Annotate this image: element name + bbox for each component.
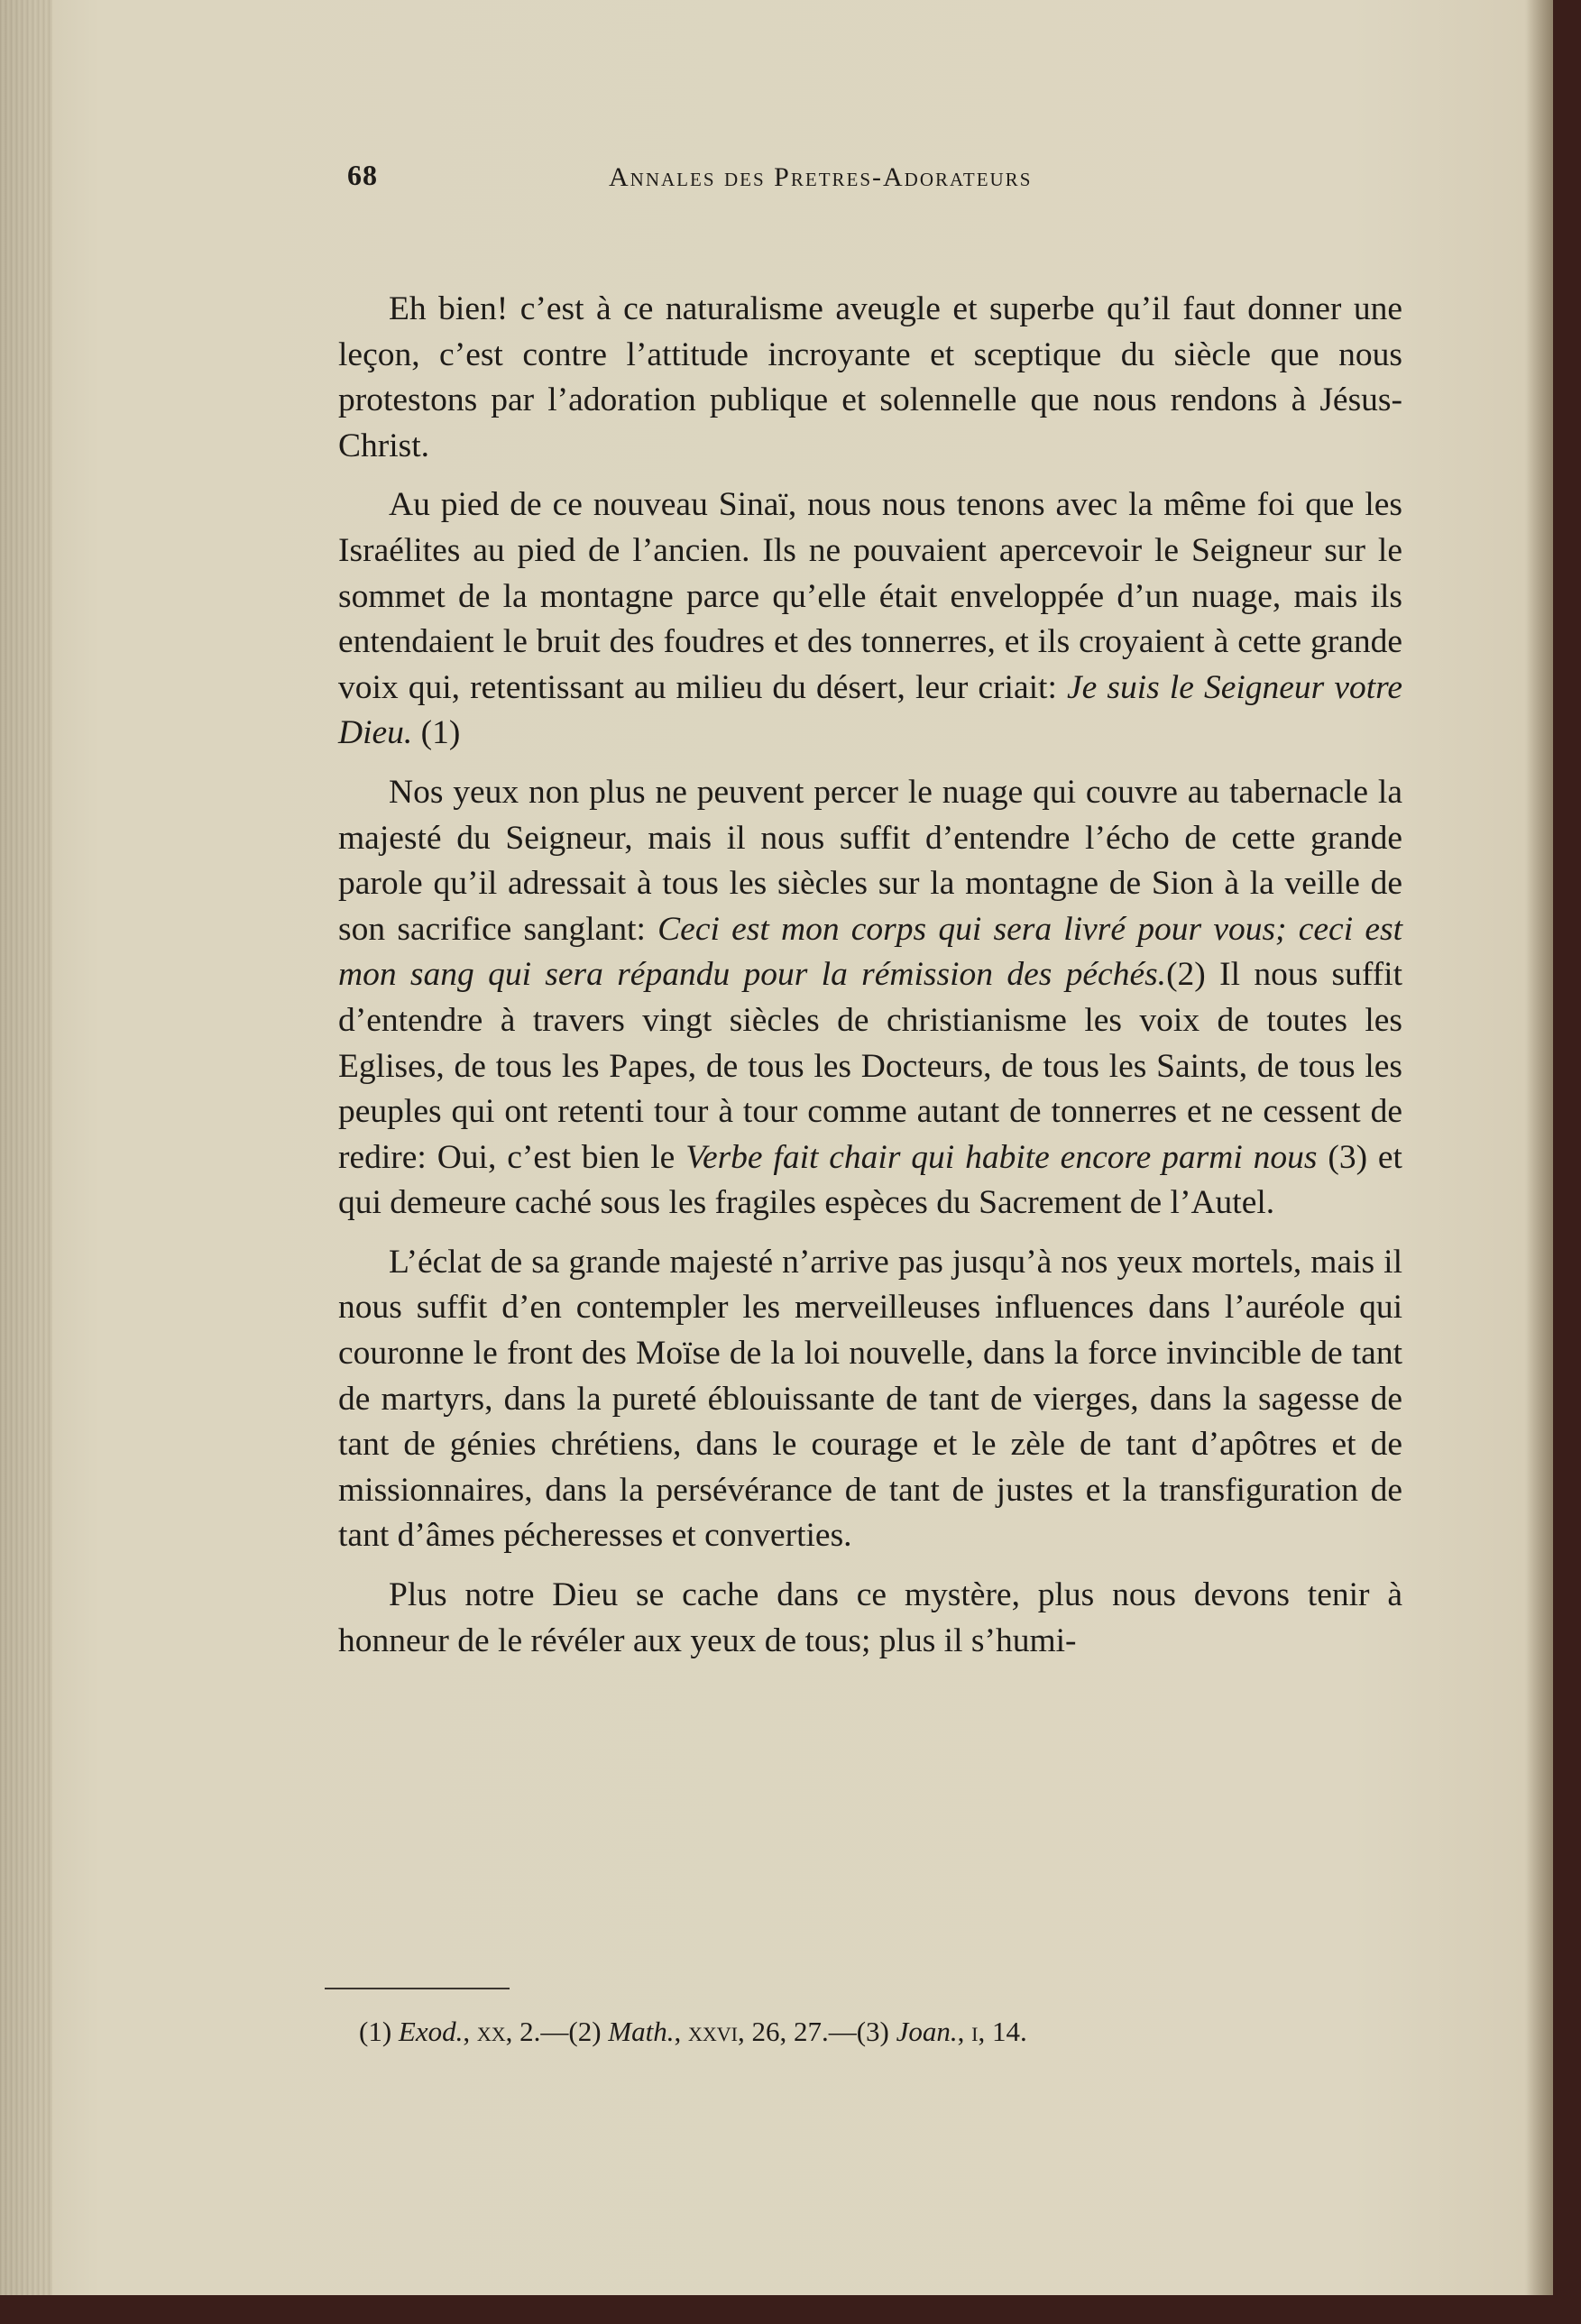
paragraph-text: Plus notre Dieu se cache dans ce mystère, plus nous devons tenir à honneur de le révéler aux yeux de tous; plus il s’humi-: [338, 1576, 1402, 1659]
footnote-location: , xxvi, 26, 27.: [674, 2016, 829, 2047]
footnote-location: , i, 14.: [957, 2016, 1027, 2047]
paragraph-text: (1): [412, 714, 461, 752]
body-text: [338, 287, 1402, 1664]
footnote-location: , xx, 2.: [463, 2016, 541, 2047]
footnote-divider: [325, 1988, 510, 1989]
paragraph: [338, 1240, 1402, 1559]
italic-quotation: Ceci est mon corps qui sera livré pour vous; ceci est mon sang qui sera répandu pour la rémission des péchés.: [338, 910, 1403, 994]
italic-quotation: Je suis le Seigneur votre Dieu.: [338, 668, 1403, 752]
footnote-reference: Exod.: [398, 2016, 464, 2047]
paragraph: [338, 482, 1402, 757]
page-header: [347, 159, 1303, 204]
footnotes: [359, 2014, 1405, 2050]
footnote-reference: Math.: [608, 2016, 675, 2047]
page-edge-shadow: [1526, 0, 1553, 2295]
footnote-marker: —(2): [540, 2016, 602, 2047]
footnote-reference: Joan.: [896, 2016, 958, 2047]
page-number: 68: [347, 159, 378, 191]
running-title: Annales des Pretres-Adorateurs: [609, 162, 1033, 192]
paragraph-text: Nos yeux non plus ne peuvent percer le nuage qui couvre au tabernacle la majesté du Seigneur, mais il nous suffit d’entendre l’écho de cette grande parole qu’il adressait à tous les siècles sur la montagne de Sion à la veille de son sacrifice sanglant:: [338, 773, 1402, 948]
paragraph-text: Au pied de ce nouveau Sinaï, nous nous tenons avec la même foi que les Israélites au pied de l’ancien. Ils ne pouvaient apercevoir le Seigneur sur le sommet de la montagne parce qu’elle était enveloppée d’un nuage, mais ils entendaient le bruit des foudres et des tonnerres, et ils croyaient à cette grande voix qui, retentissant au milieu du désert, leur criait:: [338, 486, 1402, 706]
footnote-marker: —(3): [828, 2016, 889, 2047]
italic-quotation: Verbe fait chair qui habite encore parmi nous: [685, 1138, 1318, 1176]
page-gutter: [0, 0, 52, 2295]
paragraph-text: L’éclat de sa grande majesté n’arrive pas jusqu’à nos yeux mortels, mais il nous suffit d’en contempler les merveilleuses influences dans l’auréole qui couronne le front des Moïse de la loi nouvelle, dans la force invincible de tant de martyrs, dans la pureté éblouissante de tant de vierges, dans la sagesse de tant de génies chrétiens, dans le courage et le zèle de tant d’apôtres et de missionnaires, dans la persévérance de tant de justes et la transfiguration de tant d’âmes pécheresses et converties.: [338, 1243, 1402, 1555]
paragraph-text: (3) et qui demeure caché sous les fragiles espèces du Sacrement de l’Autel.: [338, 1138, 1402, 1222]
paragraph-text: Eh bien! c’est à ce naturalisme aveugle et superbe qu’il faut donner une leçon, c’est contre l’attitude incroyante et sceptique du siècle que nous protestons par l’adoration publique et solennelle que nous rendons à Jésus-Christ.: [338, 290, 1402, 464]
paragraph: [338, 770, 1402, 1226]
paragraph-text: (2) Il nous suffit d’entendre à travers vingt siècles de christianisme les voix de toutes les Eglises, de tous les Papes, de tous les Docteurs, de tous les Saints, de tous les peuples qui ont retenti tour à tour comme autant de tonnerres et ne cessent de redire: Oui, c’est bien le: [338, 956, 1402, 1176]
paragraph: [338, 287, 1402, 469]
paragraph: [338, 1573, 1402, 1664]
footnote-marker: (1): [359, 2016, 392, 2047]
